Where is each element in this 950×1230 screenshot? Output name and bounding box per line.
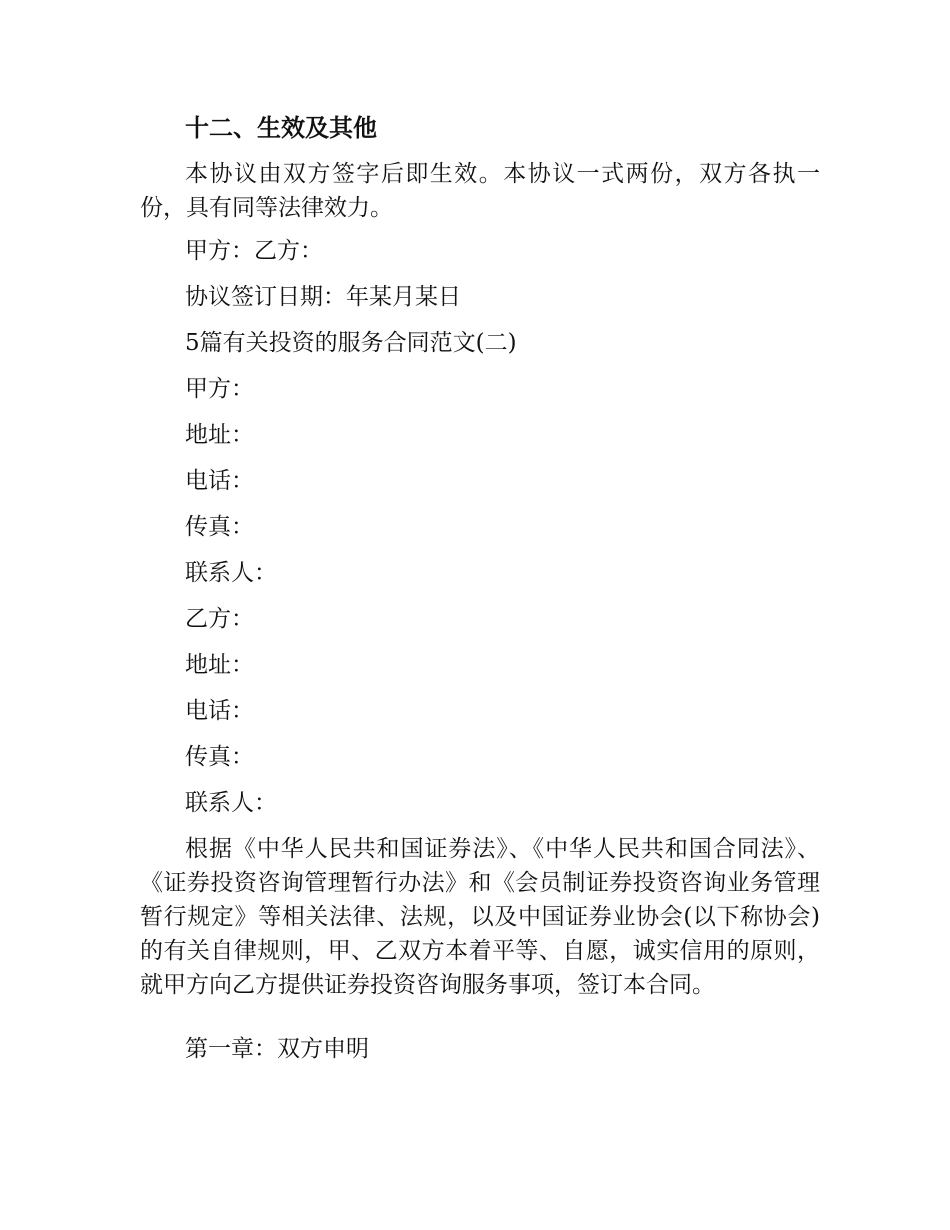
chapter-heading: 第一章：双方申明 — [185, 1036, 369, 1062]
party-b-contact: 联系人： — [185, 790, 277, 816]
section-heading: 十二、生效及其他 — [185, 114, 377, 142]
party-b-label: 乙方： — [185, 606, 254, 632]
party-a-address: 地址： — [185, 422, 254, 448]
effect-paragraph: 本协议由双方签字后即生效。本协议一式两份，双方各执一份，具有同等法律效力。 — [140, 161, 820, 221]
party-b-phone: 电话： — [185, 698, 254, 724]
sign-date-line: 协议签订日期：年某月某日 — [185, 284, 461, 310]
party-a-contact: 联系人： — [185, 560, 277, 586]
party-a-phone: 电话： — [185, 468, 254, 494]
parties-signature-line: 甲方：乙方： — [185, 238, 323, 264]
party-a-fax: 传真： — [185, 514, 254, 540]
contract-title: 5篇有关投资的服务合同范文(二) — [185, 330, 517, 356]
party-a-label: 甲方： — [185, 376, 254, 402]
party-b-address: 地址： — [185, 652, 254, 678]
party-b-fax: 传真： — [185, 744, 254, 770]
preamble-paragraph: 根据《中华人民共和国证券法》、《中华人民共和国合同法》、《证券投资咨询管理暂行办法》和《会员制证券投资咨询业务管理暂行规定》等相关法律、法规，以及中国证券业协会(以下称协会)的有关自律规则，甲、乙双方本着平等、自愿，诚实信用的原则，就甲方向乙方提供证券投资咨询服务事项，签订本合同。 — [140, 836, 820, 998]
